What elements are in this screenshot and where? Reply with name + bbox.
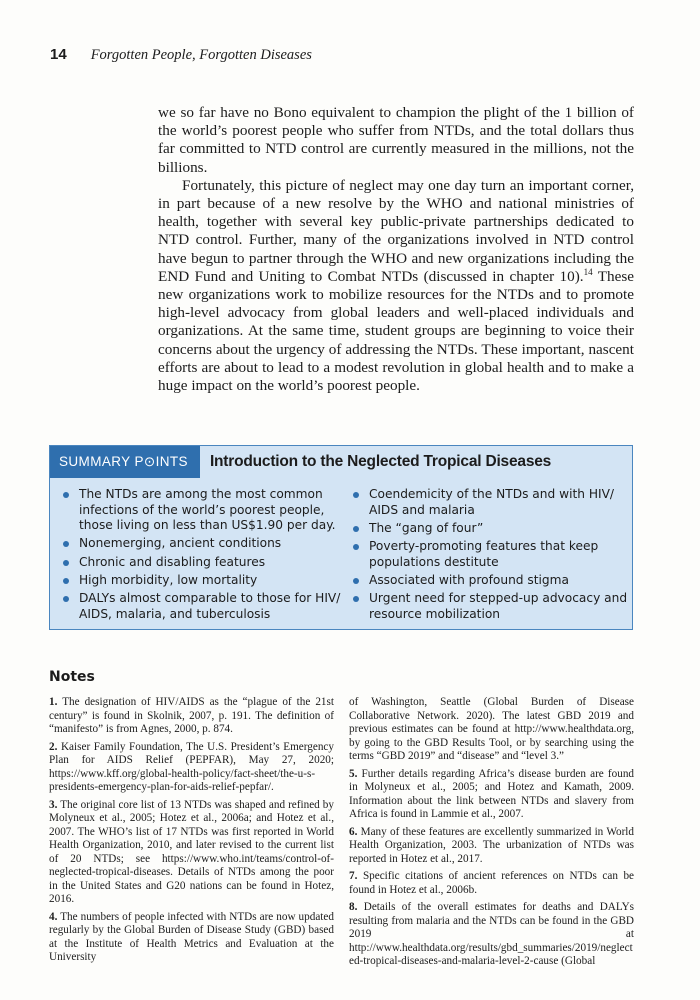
summary-item: The NTDs are among the most common infections of the world’s poorest people, those living on less than US$1.90 per day. xyxy=(62,487,342,534)
body-text xyxy=(158,104,634,395)
body-paragraph xyxy=(158,177,634,395)
body-paragraph: we so far have no Bono equivalent to champion the plight of the 1 billion of the world’s poorest people who suffer from NTDs, and the total dollars thus far committed to NTD control are currently measured in the millions, not the billions. xyxy=(158,104,634,176)
running-title: Forgotten People, Forgotten Diseases xyxy=(90,47,312,63)
note xyxy=(349,901,634,969)
body-text-span: Fortunately, this picture of neglect may one day turn an important corner, in part because of a new resolve by the WHO and national ministries of health, together with several key public-private partnerships dedicated to NTD control. Further, many of the organizations involved in NTD control have begun to partner through the WHO and new organizations including the END Fund and Uniting to Combat NTDs (discussed in chapter 10). xyxy=(158,176,634,285)
summary-item: Urgent need for stepped-up advocacy and resource mobilization xyxy=(352,591,632,622)
summary-list-right xyxy=(352,487,632,625)
summary-points-box xyxy=(49,445,633,630)
note-text: Specific citations of ancient references on NTDs can be found in Hotez et al., 2006b. xyxy=(349,870,635,896)
note-text: The original core list of 13 NTDs was shaped and refined by Molyneux et al., 2005; Hotez et al., 2006a; and Hotez et al., 2007. The WHO’s list of 17 NTDs was first reported in World Health Organization, 2010, and later revised to the current list of 20 NTDs; see https://www.who.int/teams/control-of-neglected-tropical-diseases. Details of NTDs among the poor in the United States and G20 nations can be found in Hotez, 2016. xyxy=(49,798,334,905)
summary-item: Chronic and disabling features xyxy=(62,555,342,571)
notes-column-right xyxy=(349,696,634,973)
note-continued xyxy=(349,696,634,764)
note xyxy=(49,799,334,907)
note xyxy=(349,768,634,822)
body-text-span: These new organizations work to mobilize resources for the NTDs and to promote high-level advocacy from global leaders and well-placed individuals and organizations. At the same time, student groups are beginning to voice their concerns about the urgency of addressing the NTDs. These important, nascent efforts are about to lead to a modest revolution in global health and to make a huge impact on the world’s poorest people. xyxy=(158,267,634,395)
note-number: 4. xyxy=(49,910,58,923)
notes-column-left xyxy=(49,696,334,973)
note-number: 7. xyxy=(349,870,358,882)
summary-list-left xyxy=(62,487,342,625)
summary-item: Nonemerging, ancient conditions xyxy=(62,536,342,552)
running-head xyxy=(50,46,312,64)
note-text: The designation of HIV/AIDS as the “plague of the 21st century” is found in Skolnik, 2007, p. 191. The definition of “manifesto” is from Agnes, 2000, p. 874. xyxy=(49,696,334,735)
note-text: Details of the overall estimates for deaths and DALYs resulting from malaria and the NTDs can be found in the GBD 2019 at http://www.healthdata.org/results/gbd_summaries/2019/neglected-tropical-diseases-and-malaria-level-2-cause (Global xyxy=(349,901,635,967)
note xyxy=(49,741,334,795)
summary-points-tag: SUMMARY P⊙INTS xyxy=(50,446,200,478)
note xyxy=(49,911,334,965)
note-number: 1. xyxy=(49,696,58,708)
note-text: The numbers of people infected with NTDs are now updated regularly by the Global Burden of Disease Study (GBD) based at the Institute of Health Metrics and Evaluation at the University xyxy=(49,910,334,963)
note xyxy=(349,826,634,867)
page-number: 14 xyxy=(50,46,67,63)
summary-item: Poverty-promoting features that keep populations destitute xyxy=(352,539,632,570)
summary-item: High morbidity, low mortality xyxy=(62,573,342,589)
summary-item: The “gang of four” xyxy=(352,521,632,537)
note-text: Many of these features are excellently summarized in World Health Organization, 2003. The urbanization of NTDs was reported in Hotez et al., 2017. xyxy=(349,825,635,865)
note-text: of Washington, Seattle (Global Burden of Disease Collaborative Network. 2020). The latest GBD 2019 and previous estimates can be found at http://www.healthdata.org, by going to the GBD Results Tool, or by searching using the terms “GBD 2019” and “disease” and “level 3.” xyxy=(349,696,634,762)
note-number: 3. xyxy=(49,798,58,811)
footnote-ref: 14 xyxy=(583,266,593,277)
summary-title: Introduction to the Neglected Tropical Diseases xyxy=(209,453,552,470)
note-text: Kaiser Family Foundation, The U.S. President’s Emergency Plan for AIDS Relief (PEPFAR), May 27, 2020; https://www.kff.org/global-health-policy/fact-sheet/the-u-s-presidents-emergency-plan-for-aids-relief-pepfar/. xyxy=(49,740,334,793)
note xyxy=(349,870,634,897)
notes-columns xyxy=(49,696,634,973)
note-number: 2. xyxy=(49,740,58,753)
summary-item: Associated with profound stigma xyxy=(352,573,632,589)
summary-item: DALYs almost comparable to those for HIV/ AIDS, malaria, and tuberculosis xyxy=(62,591,342,622)
summary-header xyxy=(50,446,632,478)
note-number: 5. xyxy=(349,767,358,780)
note xyxy=(49,696,334,737)
summary-item: Coendemicity of the NTDs and with HIV/ AIDS and malaria xyxy=(352,487,632,518)
notes-heading: Notes xyxy=(49,669,95,685)
summary-columns xyxy=(50,478,632,625)
note-number: 6. xyxy=(349,825,358,838)
note-number: 8. xyxy=(349,901,358,913)
note-text: Further details regarding Africa’s disease burden are found in Molyneux et al., 2005; and Hotez and Kamath, 2009. Information about the link between NTDs and slavery from Africa is found in Lammie et al., 2007. xyxy=(349,767,635,820)
